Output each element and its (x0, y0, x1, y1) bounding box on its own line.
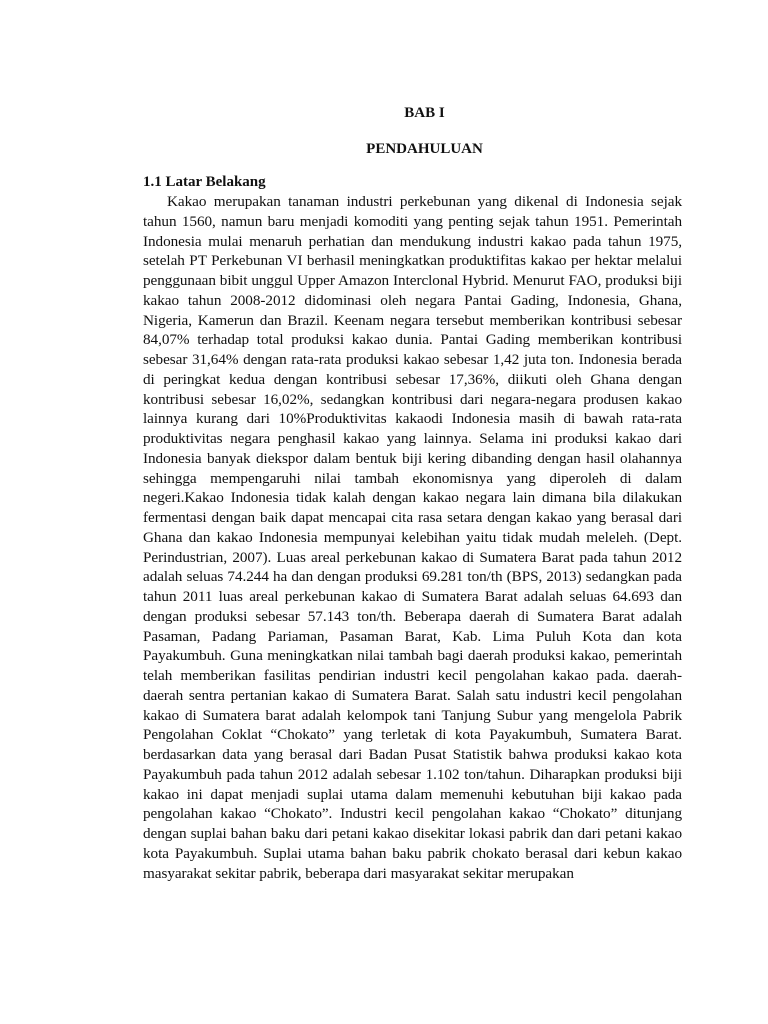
section-heading: 1.1 Latar Belakang (143, 174, 266, 190)
body-paragraph: Kakao merupakan tanaman industri perkebunan yang dikenal di Indonesia sejak tahun 1560, namun baru menjadi komoditi yang penting sejak tahun 1951. Pemerintah Indonesia mulai menaruh perhatian dan mendukung industri kakao pada tahun 1975, setelah PT Perkebunan VI berhasil meningkatkan produktifitas kakao per hektar melalui penggunaan bibit unggul Upper Amazon Interclonal Hybrid. Menurut FAO, produksi biji kakao tahun 2008-2012 didominasi oleh negara Pantai Gading, Indonesia, Ghana, Nigeria, Kamerun dan Brazil. Keenam negara tersebut memberikan kontribusi sebesar 84,07% terhadap total produksi kakao dunia. Pantai Gading memberikan kontribusi sebesar 31,64% dengan rata-rata produksi kakao sebesar 1,42 juta ton. Indonesia berada di peringkat kedua dengan kontribusi sebesar 17,36%, diikuti oleh Ghana dengan kontribusi sebesar 16,02%, sedangkan kontribusi dari negara-negara produsen kakao lainnya kurang dari 10%Produktivitas kakaodi Indonesia masih di bawah rata-rata produktivitas negara penghasil kakao yang lainnya. Selama ini produksi kakao dari Indonesia banyak diekspor dalam bentuk biji kering dibanding dengan hasil olahannya sehingga mempengaruhi nilai tambah ekonomisnya yang diperoleh di dalam negeri.Kakao Indonesia tidak kalah dengan kakao negara lain dimana bila dilakukan fermentasi dengan baik dapat mencapai cita rasa setara dengan kakao yang berasal dari Ghana dan kakao Indonesia mempunyai kelebihan yaitu tidak mudah meleleh. (Dept. Perindustrian, 2007). Luas areal perkebunan kakao di Sumatera Barat pada tahun 2012 adalah seluas 74.244 ha dan dengan produksi 69.281 ton/th (BPS, 2013) sedangkan pada tahun 2011 luas areal perkebunan kakao di Sumatera Barat adalah seluas 64.693 dan dengan produksi sebesar 57.143 ton/th. Beberapa daerah di Sumatera Barat adalah Pasaman, Padang Pariaman, Pasaman Barat, Kab. Lima Puluh Kota dan kota Payakumbuh. Guna meningkatkan nilai tambah bagi daerah produksi kakao, pemerintah telah memberikan fasilitas pendirian industri kecil pengolahan kakao pada. daerah-daerah sentra pertanian kakao di Sumatera Barat. Salah satu industri kecil pengolahan kakao di Sumatera barat adalah kelompok tani Tanjung Subur yang mengelola Pabrik Pengolahan Coklat “Chokato” yang terletak di kota Payakumbuh, Sumatera Barat. berdasarkan data yang berasal dari Badan Pusat Statistik bahwa produksi kakao kota Payakumbuh pada tahun 2012 adalah sebesar 1.102 ton/tahun. Diharapkan produksi biji kakao ini dapat menjadi suplai utama dalam memenuhi kebutuhan biji kakao pada pengolahan kakao “Chokato”. Industri kecil pengolahan kakao “Chokato” ditunjang dengan suplai bahan baku dari petani kakao disekitar lokasi pabrik dan dari petani kakao kota Payakumbuh. Suplai utama bahan baku pabrik chokato berasal dari kebun kakao masyarakat sekitar pabrik, beberapa dari masyarakat sekitar merupakan (143, 193, 682, 882)
chapter-title: PENDAHULUAN (366, 141, 483, 157)
chapter-number: BAB I (404, 105, 445, 121)
